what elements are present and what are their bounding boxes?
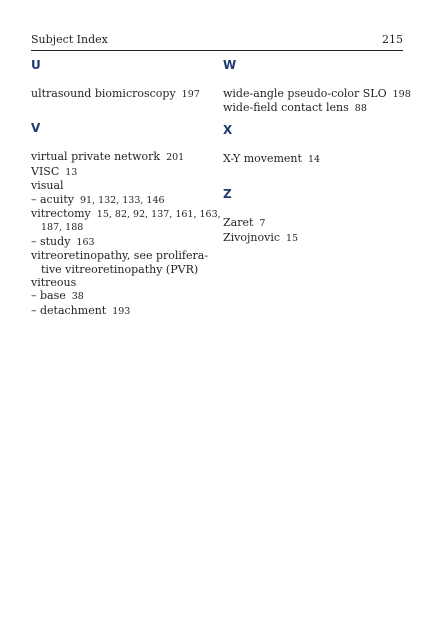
index-section-u [31,58,211,101]
entry-term: ultrasound biomicroscopy [31,87,176,100]
entry-pages: 38 [71,291,84,303]
index-column-left [31,58,221,318]
entry-term: – acuity [31,192,74,206]
index-entry [31,165,211,179]
entry-pages: 88 [354,103,367,115]
running-header [31,33,403,51]
entry-pages: 15 [286,232,299,244]
index-entry [31,150,211,164]
index-entry [223,101,405,115]
entry-term: VISC [31,164,60,178]
entry-term: Zaret [223,216,254,230]
entry-term: – study [31,234,71,248]
index-section-x [223,123,405,166]
index-entry [31,289,211,303]
index-entry [31,304,211,318]
entry-term: vitreoretinopathy, see prolifera- [31,249,209,263]
index-entry [223,152,405,166]
index-entry [31,235,211,249]
index-section-w [223,58,411,116]
section-letter-u: U [31,58,41,72]
index-entry [31,207,221,221]
entry-pages: 198 [392,89,411,100]
entry-term: tive vitreoretinopathy (PVR) [41,262,199,276]
index-section-v [31,121,221,318]
entry-term: Zivojnovic [223,230,281,244]
index-section-z [223,187,405,245]
entry-pages: 15, 82, 92, 137, 161, 163, [96,209,221,221]
entry-pages: 163 [76,236,95,248]
entry-term: X-Y movement [223,151,302,165]
index-entry [223,231,405,245]
index-entry [223,216,405,230]
entry-pages: 13 [65,166,78,178]
entry-term: visual [31,179,64,193]
index-entry-continuation [31,221,211,234]
entry-term: wide-angle pseudo-color SLO [223,87,387,100]
entry-term: wide-field contact lens [223,101,349,115]
index-column-right [223,58,411,245]
index-entry [31,249,211,262]
entry-pages: 7 [259,218,266,230]
entry-pages: 14 [307,153,321,165]
entry-term: – detachment [31,303,107,317]
section-letter-w: W [223,58,237,72]
section-letter-v: V [31,121,41,136]
section-letter-x: X [223,122,233,137]
index-entry [31,87,211,101]
entry-term: virtual private network [31,150,161,164]
section-letter-z: Z [223,187,232,202]
entry-term: 187, 188 [41,222,84,234]
index-entry-continuation [31,263,211,276]
entry-pages: 197 [181,89,200,100]
index-entry [223,87,411,101]
index-entry [31,193,211,207]
index-entry [31,179,211,192]
entry-pages: 193 [112,305,131,317]
running-title: Subject Index [31,33,108,46]
entry-term: vitrectomy [31,207,91,221]
entry-term: – base [31,289,66,303]
entry-pages: 201 [166,152,185,164]
entry-term: vitreous [31,276,77,290]
entry-pages: 91, 132, 133, 146 [79,194,165,206]
page-number: 215 [382,33,403,46]
index-entry [31,276,211,289]
